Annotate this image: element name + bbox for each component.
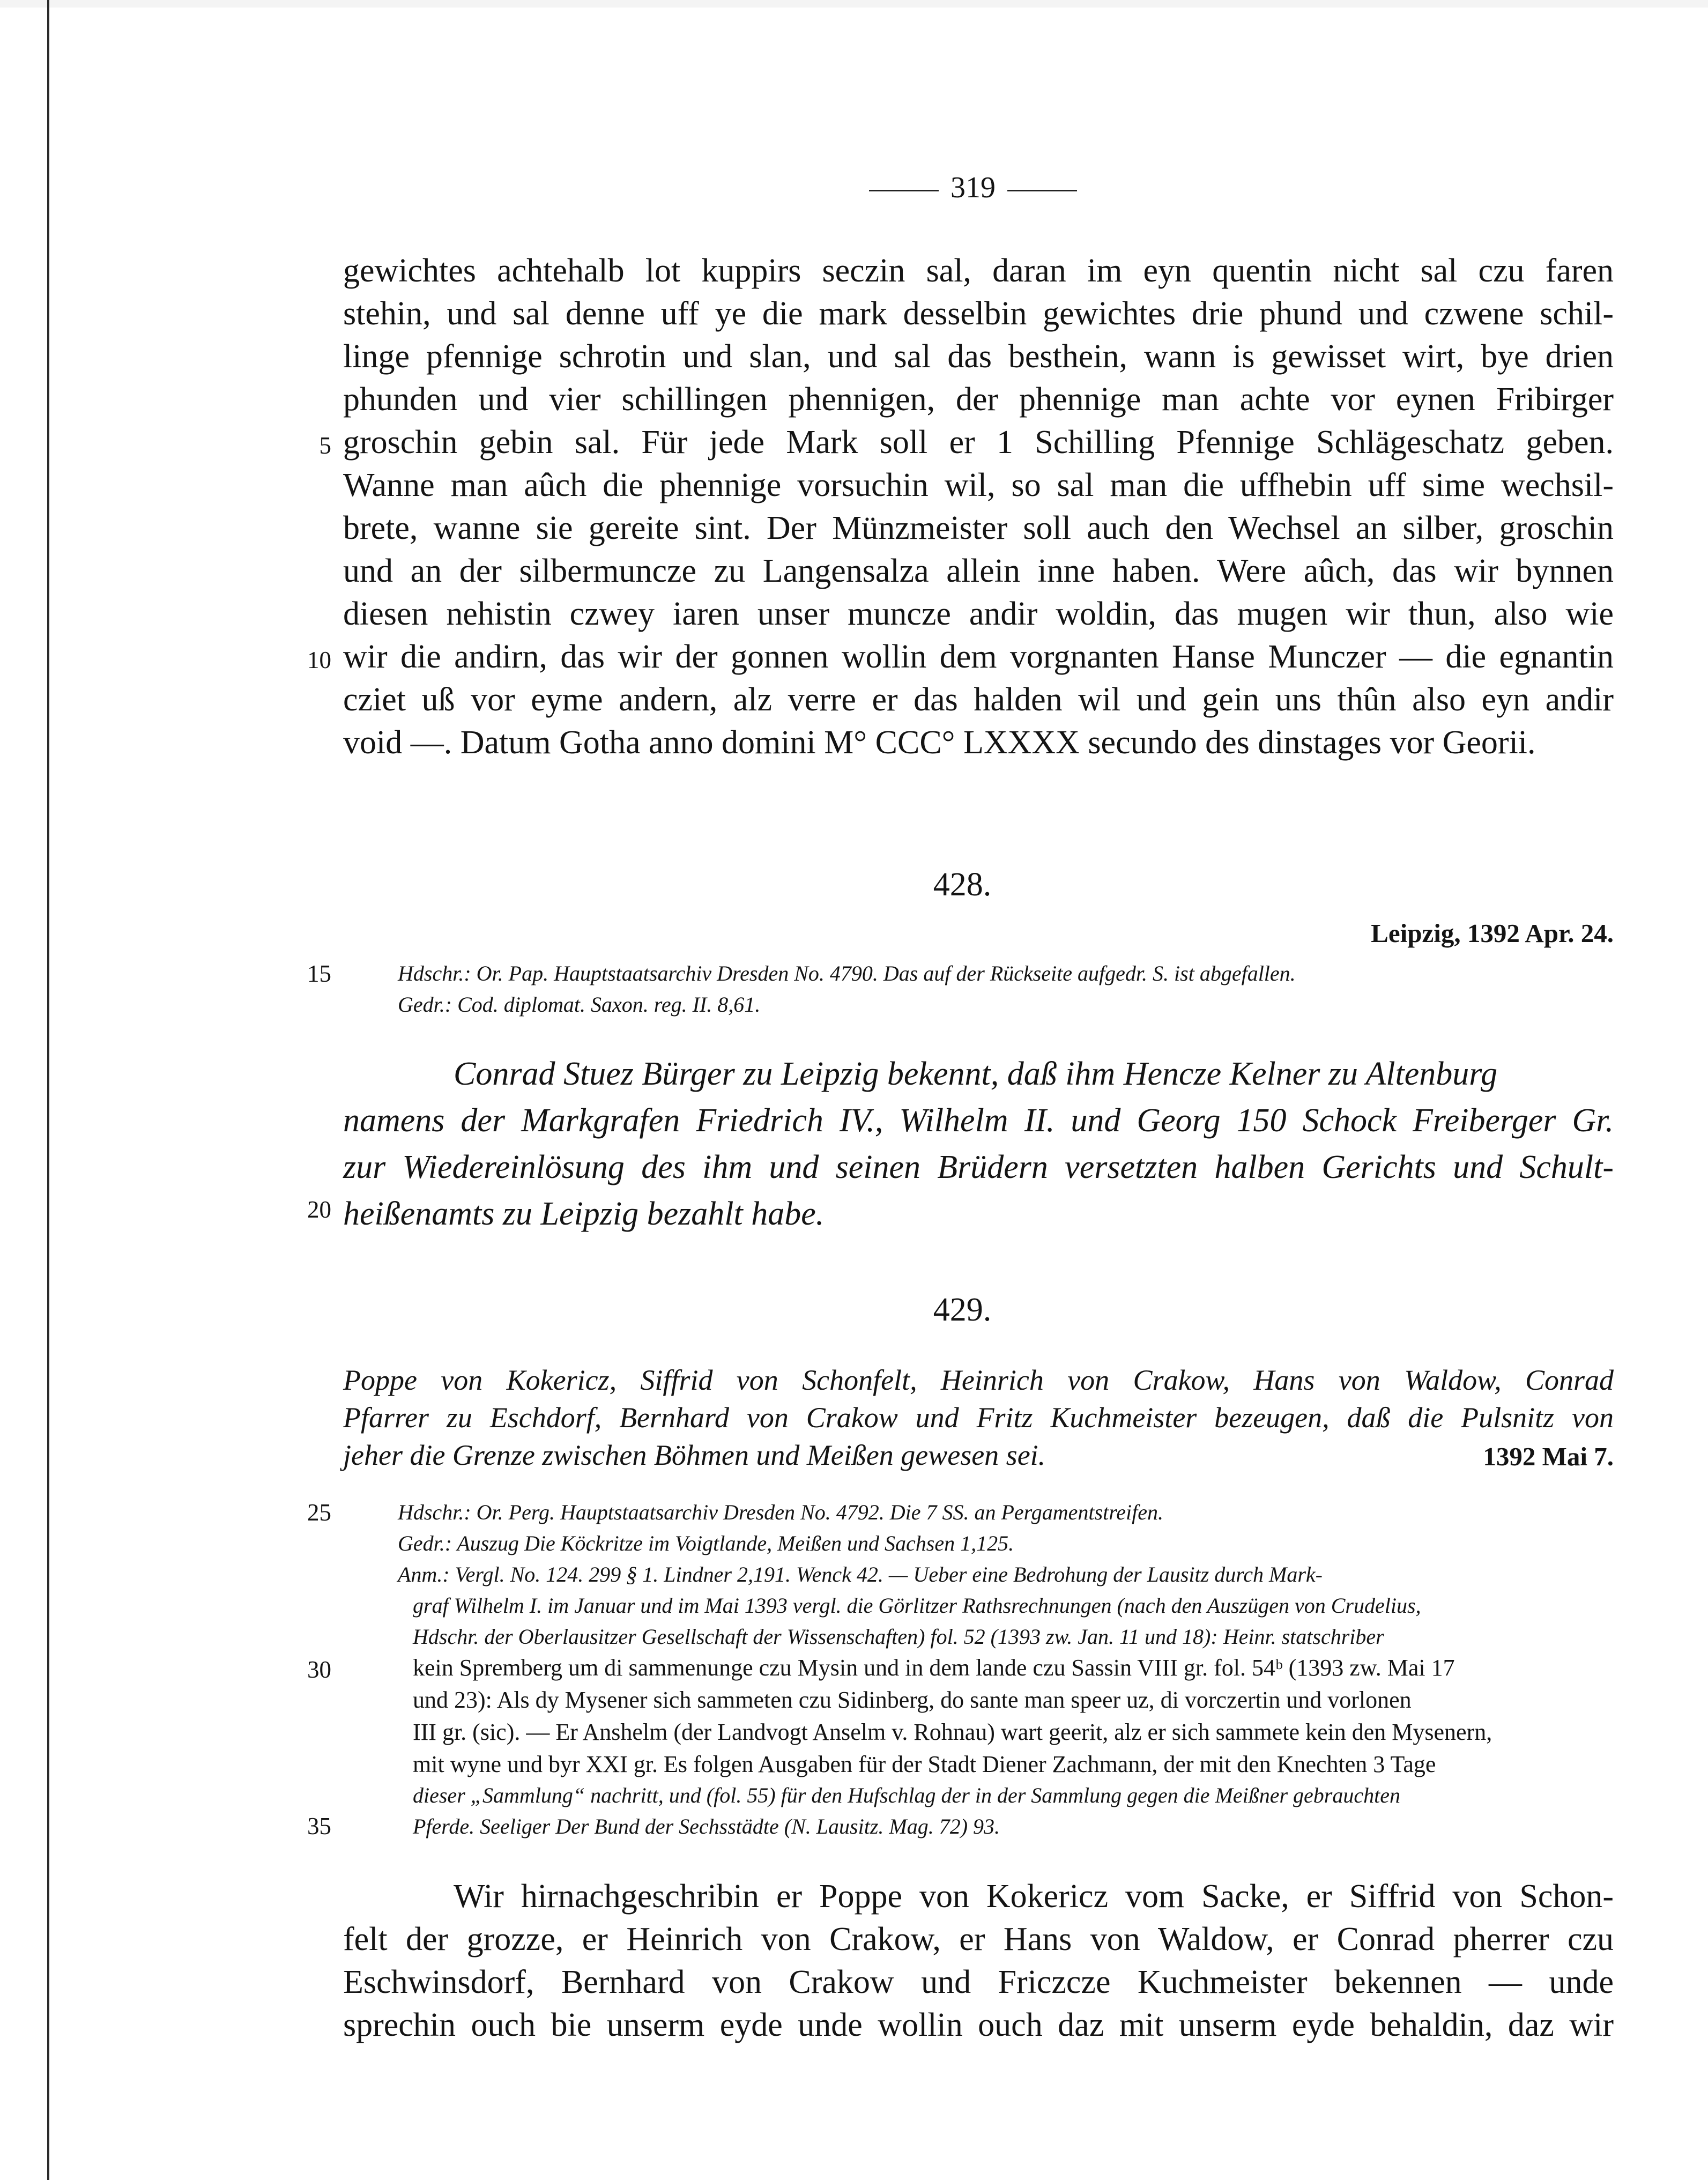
dash-left xyxy=(869,190,939,191)
regest-line: jeher die Grenze zwischen Böhmen und Meißen gewesen sei. xyxy=(343,1439,1046,1471)
text-line: stehin, und sal denne uff ye die mark desselbin gewichtes drie phund und czwene schil- xyxy=(343,295,1614,332)
line-number: 10 xyxy=(307,647,331,673)
document-text-line: Eschwinsdorf, Bernhard von Crakow und Friczcze Kuchmeister bekennen — unde xyxy=(343,1964,1614,2000)
source-note: dieser „Sammlung“ nachritt, und (fol. 55) für den Hufschlag der in der Sammlung gegen die Meißner gebrauchten xyxy=(413,1783,1400,1807)
source-note: Hdschr.: Or. Pap. Hauptstaatsarchiv Dresden No. 4790. Das auf der Rückseite aufgedr. S. ist abgefallen. xyxy=(398,961,1296,985)
source-note: Pferde. Seeliger Der Bund der Sechsstädte (N. Lausitz. Mag. 72) 93. xyxy=(413,1814,1000,1838)
document-number-429: 429. xyxy=(933,1292,992,1328)
regest-line: zur Wiedereinlösung des ihm und seinen Brüdern versetzten halben Gerichts und Schult- xyxy=(343,1149,1614,1185)
line-number: 5 xyxy=(319,432,331,459)
dash-right xyxy=(1007,190,1077,191)
line-number: 35 xyxy=(307,1813,331,1840)
document-text-line: Wir hirnachgeschribin er Poppe von Kokericz vom Sacke, er Siffrid von Schon- xyxy=(454,1878,1614,1915)
source-note: graf Wilhelm I. im Januar und im Mai 1393 vergl. die Görlitzer Rathsrechnungen (nach den Auszügen von Crudelius, xyxy=(413,1593,1421,1618)
scan-binding-edge xyxy=(47,0,49,2180)
document-number-428: 428. xyxy=(933,866,992,903)
source-note: Gedr.: Auszug Die Köckritze im Voigtlande, Meißen und Sachsen 1,125. xyxy=(398,1531,1014,1555)
source-note: Hdschr. der Oberlausitzer Gesellschaft der Wissenschaften) fol. 52 (1393 zw. Jan. 11 und 18): Heinr. statschriber xyxy=(413,1625,1384,1649)
line-number: 25 xyxy=(307,1499,331,1526)
document-date-429: 1392 Mai 7. xyxy=(1483,1442,1614,1471)
source-note: und 23): Als dy Mysener sich sammeten czu Sidinberg, do sante man speer uz, di vorczertin und vorlonen xyxy=(413,1687,1412,1713)
document-text-line: felt der grozze, er Heinrich von Crakow, er Hans von Waldow, er Conrad pherrer czu xyxy=(343,1921,1614,1957)
document-text-line: sprechin ouch bie unserm eyde unde wollin ouch daz mit unserm eyde behaldin, daz wir xyxy=(343,2007,1614,2043)
source-note: kein Spremberg um di sammenunge czu Mysin und in dem lande czu Sassin VIII gr. fol. 54ᵇ (1393 zw. Mai 17 xyxy=(413,1655,1455,1681)
regest-line: Conrad Stuez Bürger zu Leipzig bekennt, daß ihm Hencze Kelner zu Altenburg xyxy=(454,1056,1498,1092)
source-note: Hdschr.: Or. Perg. Hauptstaatsarchiv Dresden No. 4792. Die 7 SS. an Pergamentstreifen. xyxy=(398,1500,1164,1524)
regest-line: heißenamts zu Leipzig bezahlt habe. xyxy=(343,1196,825,1232)
text-line: diesen nehistin czwey iaren unser muncze andir woldin, das mugen wir thun, also wie xyxy=(343,596,1614,632)
source-note: Anm.: Vergl. No. 124. 299 § 1. Lindner 2,191. Wenck 42. — Ueber eine Bedrohung der Lausitz durch Mark- xyxy=(398,1562,1323,1586)
line-number: 20 xyxy=(307,1196,331,1223)
text-line: phunden und vier schillingen phennigen, der phennige man achte vor eynen Fribirger xyxy=(343,381,1614,418)
text-line: cziet uß vor eyme andern, alz verre er das halden wil und gein uns thûn also eyn andir xyxy=(343,681,1614,718)
source-note: mit wyne und byr XXI gr. Es folgen Ausgaben für der Stadt Diener Zachmann, der mit den Knechten 3 Tage xyxy=(413,1751,1436,1777)
page-number-value: 319 xyxy=(950,171,996,204)
text-line: Wanne man aûch die phennige vorsuchin wil, so sal man die uffhebin uff sime wechsil- xyxy=(343,467,1614,503)
scan-top-edge xyxy=(0,0,1708,8)
line-number: 30 xyxy=(307,1656,331,1683)
source-note: III gr. (sic). — Er Anshelm (der Landvogt Anselm v. Rohnau) wart geerit, alz er sich sammete kein den Mysenern, xyxy=(413,1719,1492,1745)
text-line: wir die andirn, das wir der gonnen wollin dem vorgnanten Hanse Munczer — die egnantin xyxy=(343,639,1614,675)
text-line: brete, wanne sie gereite sint. Der Münzmeister soll auch den Wechsel an silber, groschin xyxy=(343,510,1614,546)
text-line: void —. Datum Gotha anno domini M° CCC° LXXXX secundo des dinstages vor Georii. xyxy=(343,724,1536,761)
document-place-date-428: Leipzig, 1392 Apr. 24. xyxy=(1371,918,1614,948)
source-note: Gedr.: Cod. diplomat. Saxon. reg. II. 8,61. xyxy=(398,992,761,1017)
text-line: gewichtes achtehalb lot kuppirs seczin sal, daran im eyn quentin nicht sal czu faren xyxy=(343,253,1614,289)
text-line: groschin gebin sal. Für jede Mark soll er 1 Schilling Pfennige Schlägeschatz geben. xyxy=(343,424,1614,461)
text-line: linge pfennige schrotin und slan, und sal das besthein, wann is gewisset wirt, bye drien xyxy=(343,338,1614,375)
line-number: 15 xyxy=(307,960,331,987)
regest-line: Poppe von Kokericz, Siffrid von Schonfelt, Heinrich von Crakow, Hans von Waldow, Conrad xyxy=(343,1364,1614,1396)
text-line: und an der silbermuncze zu Langensalza allein inne haben. Were aûch, das wir bynnen xyxy=(343,553,1614,589)
page-number xyxy=(834,170,1112,205)
regest-line: namens der Markgrafen Friedrich IV., Wilhelm II. und Georg 150 Schock Freiberger Gr. xyxy=(343,1102,1614,1139)
regest-line: Pfarrer zu Eschdorf, Bernhard von Crakow und Fritz Kuchmeister bezeugen, daß die Pulsnitz von xyxy=(343,1402,1614,1434)
